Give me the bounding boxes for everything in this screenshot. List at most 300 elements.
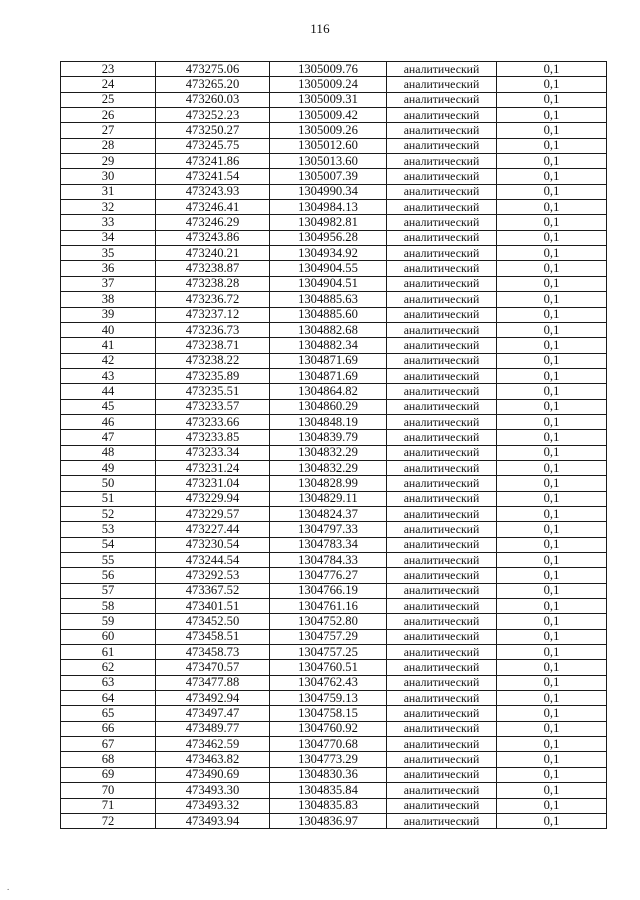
method-cell: аналитический [387,476,497,491]
point-number-cell: 36 [61,261,156,276]
y-coordinate-cell: 1304797.33 [270,522,387,537]
table-row [61,338,607,353]
accuracy-cell: 0,1 [497,62,607,77]
x-coordinate-cell: 473241.86 [156,154,270,169]
method-cell: аналитический [387,522,497,537]
method-cell: аналитический [387,645,497,660]
accuracy-cell: 0,1 [497,108,607,123]
x-coordinate-cell: 473493.94 [156,813,270,828]
accuracy-cell: 0,1 [497,92,607,107]
method-cell: аналитический [387,169,497,184]
method-cell: аналитический [387,246,497,261]
method-cell: аналитический [387,798,497,813]
table-row [61,568,607,583]
table-row [61,614,607,629]
x-coordinate-cell: 473233.85 [156,430,270,445]
method-cell: аналитический [387,430,497,445]
y-coordinate-cell: 1304757.29 [270,629,387,644]
y-coordinate-cell: 1304776.27 [270,568,387,583]
point-number-cell: 39 [61,307,156,322]
y-coordinate-cell: 1304835.83 [270,798,387,813]
table-row [61,261,607,276]
method-cell: аналитический [387,752,497,767]
y-coordinate-cell: 1304836.97 [270,813,387,828]
table-row [61,660,607,675]
x-coordinate-cell: 473265.20 [156,77,270,92]
y-coordinate-cell: 1305009.31 [270,92,387,107]
y-coordinate-cell: 1304984.13 [270,200,387,215]
point-number-cell: 59 [61,614,156,629]
accuracy-cell: 0,1 [497,568,607,583]
point-number-cell: 49 [61,460,156,475]
point-number-cell: 34 [61,230,156,245]
point-number-cell: 45 [61,399,156,414]
table-row [61,583,607,598]
x-coordinate-cell: 473463.82 [156,752,270,767]
x-coordinate-cell: 473477.88 [156,675,270,690]
y-coordinate-cell: 1304885.60 [270,307,387,322]
table-row [61,246,607,261]
y-coordinate-cell: 1304757.25 [270,645,387,660]
point-number-cell: 66 [61,721,156,736]
x-coordinate-cell: 473229.57 [156,506,270,521]
y-coordinate-cell: 1304762.43 [270,675,387,690]
accuracy-cell: 0,1 [497,522,607,537]
point-number-cell: 63 [61,675,156,690]
point-number-cell: 61 [61,645,156,660]
method-cell: аналитический [387,414,497,429]
method-cell: аналитический [387,138,497,153]
y-coordinate-cell: 1304956.28 [270,230,387,245]
y-coordinate-cell: 1304882.68 [270,322,387,337]
table-row [61,430,607,445]
table-row [61,460,607,475]
y-coordinate-cell: 1304784.33 [270,553,387,568]
accuracy-cell: 0,1 [497,154,607,169]
method-cell: аналитический [387,353,497,368]
y-coordinate-cell: 1304904.51 [270,276,387,291]
table-row [61,184,607,199]
y-coordinate-cell: 1304832.29 [270,445,387,460]
y-coordinate-cell: 1304882.34 [270,338,387,353]
point-number-cell: 46 [61,414,156,429]
point-number-cell: 47 [61,430,156,445]
table-row [61,522,607,537]
table-row [61,767,607,782]
method-cell: аналитический [387,338,497,353]
x-coordinate-cell: 473230.54 [156,537,270,552]
x-coordinate-cell: 473231.24 [156,460,270,475]
table-row [61,491,607,506]
method-cell: аналитический [387,691,497,706]
accuracy-cell: 0,1 [497,691,607,706]
accuracy-cell: 0,1 [497,599,607,614]
table-row [61,691,607,706]
table-row [61,215,607,230]
table-row [61,200,607,215]
x-coordinate-cell: 473458.51 [156,629,270,644]
table-row [61,353,607,368]
method-cell: аналитический [387,721,497,736]
x-coordinate-cell: 473275.06 [156,62,270,77]
point-number-cell: 69 [61,767,156,782]
y-coordinate-cell: 1304760.51 [270,660,387,675]
accuracy-cell: 0,1 [497,583,607,598]
method-cell: аналитический [387,767,497,782]
method-cell: аналитический [387,108,497,123]
point-number-cell: 32 [61,200,156,215]
method-cell: аналитический [387,62,497,77]
x-coordinate-cell: 473238.22 [156,353,270,368]
point-number-cell: 30 [61,169,156,184]
x-coordinate-cell: 473238.28 [156,276,270,291]
table-row [61,384,607,399]
x-coordinate-cell: 473240.21 [156,246,270,261]
accuracy-cell: 0,1 [497,460,607,475]
accuracy-cell: 0,1 [497,338,607,353]
y-coordinate-cell: 1304860.29 [270,399,387,414]
accuracy-cell: 0,1 [497,77,607,92]
method-cell: аналитический [387,184,497,199]
accuracy-cell: 0,1 [497,261,607,276]
x-coordinate-cell: 473229.94 [156,491,270,506]
y-coordinate-cell: 1304752.80 [270,614,387,629]
point-number-cell: 62 [61,660,156,675]
point-number-cell: 68 [61,752,156,767]
method-cell: аналитический [387,399,497,414]
y-coordinate-cell: 1304864.82 [270,384,387,399]
point-number-cell: 33 [61,215,156,230]
y-coordinate-cell: 1304761.16 [270,599,387,614]
point-number-cell: 60 [61,629,156,644]
table-row [61,752,607,767]
method-cell: аналитический [387,506,497,521]
method-cell: аналитический [387,200,497,215]
table-row [61,368,607,383]
table-row [61,322,607,337]
y-coordinate-cell: 1304848.19 [270,414,387,429]
accuracy-cell: 0,1 [497,276,607,291]
point-number-cell: 52 [61,506,156,521]
point-number-cell: 65 [61,706,156,721]
accuracy-cell: 0,1 [497,614,607,629]
y-coordinate-cell: 1304773.29 [270,752,387,767]
x-coordinate-cell: 473252.23 [156,108,270,123]
y-coordinate-cell: 1304829.11 [270,491,387,506]
y-coordinate-cell: 1305009.42 [270,108,387,123]
accuracy-cell: 0,1 [497,399,607,414]
point-number-cell: 67 [61,737,156,752]
table-row [61,553,607,568]
accuracy-cell: 0,1 [497,645,607,660]
x-coordinate-cell: 473231.04 [156,476,270,491]
table-row [61,92,607,107]
y-coordinate-cell: 1304871.69 [270,353,387,368]
y-coordinate-cell: 1305009.76 [270,62,387,77]
x-coordinate-cell: 473246.29 [156,215,270,230]
method-cell: аналитический [387,368,497,383]
y-coordinate-cell: 1304759.13 [270,691,387,706]
point-number-cell: 51 [61,491,156,506]
method-cell: аналитический [387,491,497,506]
table-row [61,629,607,644]
table-row [61,645,607,660]
x-coordinate-cell: 473492.94 [156,691,270,706]
table-row [61,783,607,798]
y-coordinate-cell: 1304783.34 [270,537,387,552]
table-row [61,476,607,491]
x-coordinate-cell: 473235.89 [156,368,270,383]
accuracy-cell: 0,1 [497,491,607,506]
accuracy-cell: 0,1 [497,675,607,690]
method-cell: аналитический [387,215,497,230]
accuracy-cell: 0,1 [497,414,607,429]
method-cell: аналитический [387,307,497,322]
x-coordinate-cell: 473243.86 [156,230,270,245]
y-coordinate-cell: 1304770.68 [270,737,387,752]
point-number-cell: 71 [61,798,156,813]
method-cell: аналитический [387,384,497,399]
coordinates-table-body [61,62,607,829]
y-coordinate-cell: 1304832.29 [270,460,387,475]
x-coordinate-cell: 473238.87 [156,261,270,276]
y-coordinate-cell: 1304839.79 [270,430,387,445]
x-coordinate-cell: 473244.54 [156,553,270,568]
point-number-cell: 55 [61,553,156,568]
accuracy-cell: 0,1 [497,476,607,491]
x-coordinate-cell: 473233.66 [156,414,270,429]
y-coordinate-cell: 1304766.19 [270,583,387,598]
point-number-cell: 54 [61,537,156,552]
method-cell: аналитический [387,614,497,629]
y-coordinate-cell: 1304824.37 [270,506,387,521]
table-row [61,721,607,736]
accuracy-cell: 0,1 [497,445,607,460]
point-number-cell: 72 [61,813,156,828]
point-number-cell: 64 [61,691,156,706]
x-coordinate-cell: 473470.57 [156,660,270,675]
accuracy-cell: 0,1 [497,215,607,230]
table-row [61,138,607,153]
method-cell: аналитический [387,706,497,721]
point-number-cell: 53 [61,522,156,537]
x-coordinate-cell: 473401.51 [156,599,270,614]
x-coordinate-cell: 473235.51 [156,384,270,399]
point-number-cell: 31 [61,184,156,199]
y-coordinate-cell: 1305009.24 [270,77,387,92]
table-row [61,154,607,169]
point-number-cell: 28 [61,138,156,153]
method-cell: аналитический [387,276,497,291]
method-cell: аналитический [387,583,497,598]
accuracy-cell: 0,1 [497,138,607,153]
y-coordinate-cell: 1305013.60 [270,154,387,169]
point-number-cell: 40 [61,322,156,337]
y-coordinate-cell: 1304830.36 [270,767,387,782]
accuracy-cell: 0,1 [497,721,607,736]
method-cell: аналитический [387,230,497,245]
x-coordinate-cell: 473489.77 [156,721,270,736]
method-cell: аналитический [387,445,497,460]
table-row [61,445,607,460]
method-cell: аналитический [387,599,497,614]
method-cell: аналитический [387,92,497,107]
table-row [61,414,607,429]
table-row [61,599,607,614]
accuracy-cell: 0,1 [497,307,607,322]
x-coordinate-cell: 473236.73 [156,322,270,337]
accuracy-cell: 0,1 [497,184,607,199]
point-number-cell: 23 [61,62,156,77]
point-number-cell: 26 [61,108,156,123]
point-number-cell: 57 [61,583,156,598]
accuracy-cell: 0,1 [497,200,607,215]
x-coordinate-cell: 473452.50 [156,614,270,629]
accuracy-cell: 0,1 [497,767,607,782]
table-row [61,813,607,828]
y-coordinate-cell: 1304934.92 [270,246,387,261]
table-row [61,537,607,552]
point-number-cell: 56 [61,568,156,583]
table-row [61,77,607,92]
point-number-cell: 38 [61,292,156,307]
accuracy-cell: 0,1 [497,169,607,184]
y-coordinate-cell: 1304871.69 [270,368,387,383]
method-cell: аналитический [387,292,497,307]
accuracy-cell: 0,1 [497,629,607,644]
point-number-cell: 70 [61,783,156,798]
method-cell: аналитический [387,813,497,828]
accuracy-cell: 0,1 [497,813,607,828]
accuracy-cell: 0,1 [497,783,607,798]
accuracy-cell: 0,1 [497,553,607,568]
table-row [61,706,607,721]
table-row [61,62,607,77]
y-coordinate-cell: 1305007.39 [270,169,387,184]
method-cell: аналитический [387,322,497,337]
point-number-cell: 27 [61,123,156,138]
y-coordinate-cell: 1304758.15 [270,706,387,721]
y-coordinate-cell: 1304990.34 [270,184,387,199]
x-coordinate-cell: 473238.71 [156,338,270,353]
margin-mark: . [7,882,10,892]
table-row [61,307,607,322]
x-coordinate-cell: 473497.47 [156,706,270,721]
table-row [61,292,607,307]
point-number-cell: 29 [61,154,156,169]
table-row [61,276,607,291]
table-row [61,230,607,245]
method-cell: аналитический [387,77,497,92]
x-coordinate-cell: 473493.32 [156,798,270,813]
accuracy-cell: 0,1 [497,230,607,245]
method-cell: аналитический [387,154,497,169]
y-coordinate-cell: 1304828.99 [270,476,387,491]
accuracy-cell: 0,1 [497,737,607,752]
accuracy-cell: 0,1 [497,353,607,368]
accuracy-cell: 0,1 [497,660,607,675]
point-number-cell: 24 [61,77,156,92]
point-number-cell: 37 [61,276,156,291]
y-coordinate-cell: 1304904.55 [270,261,387,276]
accuracy-cell: 0,1 [497,430,607,445]
method-cell: аналитический [387,737,497,752]
table-row [61,169,607,184]
y-coordinate-cell: 1304760.92 [270,721,387,736]
table-row [61,737,607,752]
accuracy-cell: 0,1 [497,752,607,767]
x-coordinate-cell: 473236.72 [156,292,270,307]
table-row [61,506,607,521]
x-coordinate-cell: 473367.52 [156,583,270,598]
y-coordinate-cell: 1304835.84 [270,783,387,798]
method-cell: аналитический [387,261,497,276]
accuracy-cell: 0,1 [497,123,607,138]
x-coordinate-cell: 473462.59 [156,737,270,752]
x-coordinate-cell: 473241.54 [156,169,270,184]
accuracy-cell: 0,1 [497,246,607,261]
method-cell: аналитический [387,460,497,475]
point-number-cell: 42 [61,353,156,368]
x-coordinate-cell: 473246.41 [156,200,270,215]
method-cell: аналитический [387,537,497,552]
method-cell: аналитический [387,675,497,690]
point-number-cell: 43 [61,368,156,383]
point-number-cell: 44 [61,384,156,399]
method-cell: аналитический [387,629,497,644]
point-number-cell: 35 [61,246,156,261]
x-coordinate-cell: 473292.53 [156,568,270,583]
accuracy-cell: 0,1 [497,292,607,307]
method-cell: аналитический [387,553,497,568]
accuracy-cell: 0,1 [497,384,607,399]
x-coordinate-cell: 473250.27 [156,123,270,138]
x-coordinate-cell: 473233.34 [156,445,270,460]
x-coordinate-cell: 473260.03 [156,92,270,107]
table-row [61,399,607,414]
x-coordinate-cell: 473227.44 [156,522,270,537]
table-row [61,675,607,690]
y-coordinate-cell: 1304982.81 [270,215,387,230]
accuracy-cell: 0,1 [497,537,607,552]
accuracy-cell: 0,1 [497,368,607,383]
accuracy-cell: 0,1 [497,798,607,813]
y-coordinate-cell: 1305012.60 [270,138,387,153]
point-number-cell: 41 [61,338,156,353]
method-cell: аналитический [387,568,497,583]
point-number-cell: 58 [61,599,156,614]
x-coordinate-cell: 473245.75 [156,138,270,153]
point-number-cell: 25 [61,92,156,107]
accuracy-cell: 0,1 [497,322,607,337]
table-row [61,123,607,138]
y-coordinate-cell: 1304885.63 [270,292,387,307]
method-cell: аналитический [387,123,497,138]
x-coordinate-cell: 473243.93 [156,184,270,199]
coordinates-table [60,61,607,829]
accuracy-cell: 0,1 [497,506,607,521]
x-coordinate-cell: 473493.30 [156,783,270,798]
point-number-cell: 48 [61,445,156,460]
accuracy-cell: 0,1 [497,706,607,721]
method-cell: аналитический [387,783,497,798]
method-cell: аналитический [387,660,497,675]
y-coordinate-cell: 1305009.26 [270,123,387,138]
page-number: 116 [310,21,330,36]
x-coordinate-cell: 473458.73 [156,645,270,660]
x-coordinate-cell: 473237.12 [156,307,270,322]
point-number-cell: 50 [61,476,156,491]
